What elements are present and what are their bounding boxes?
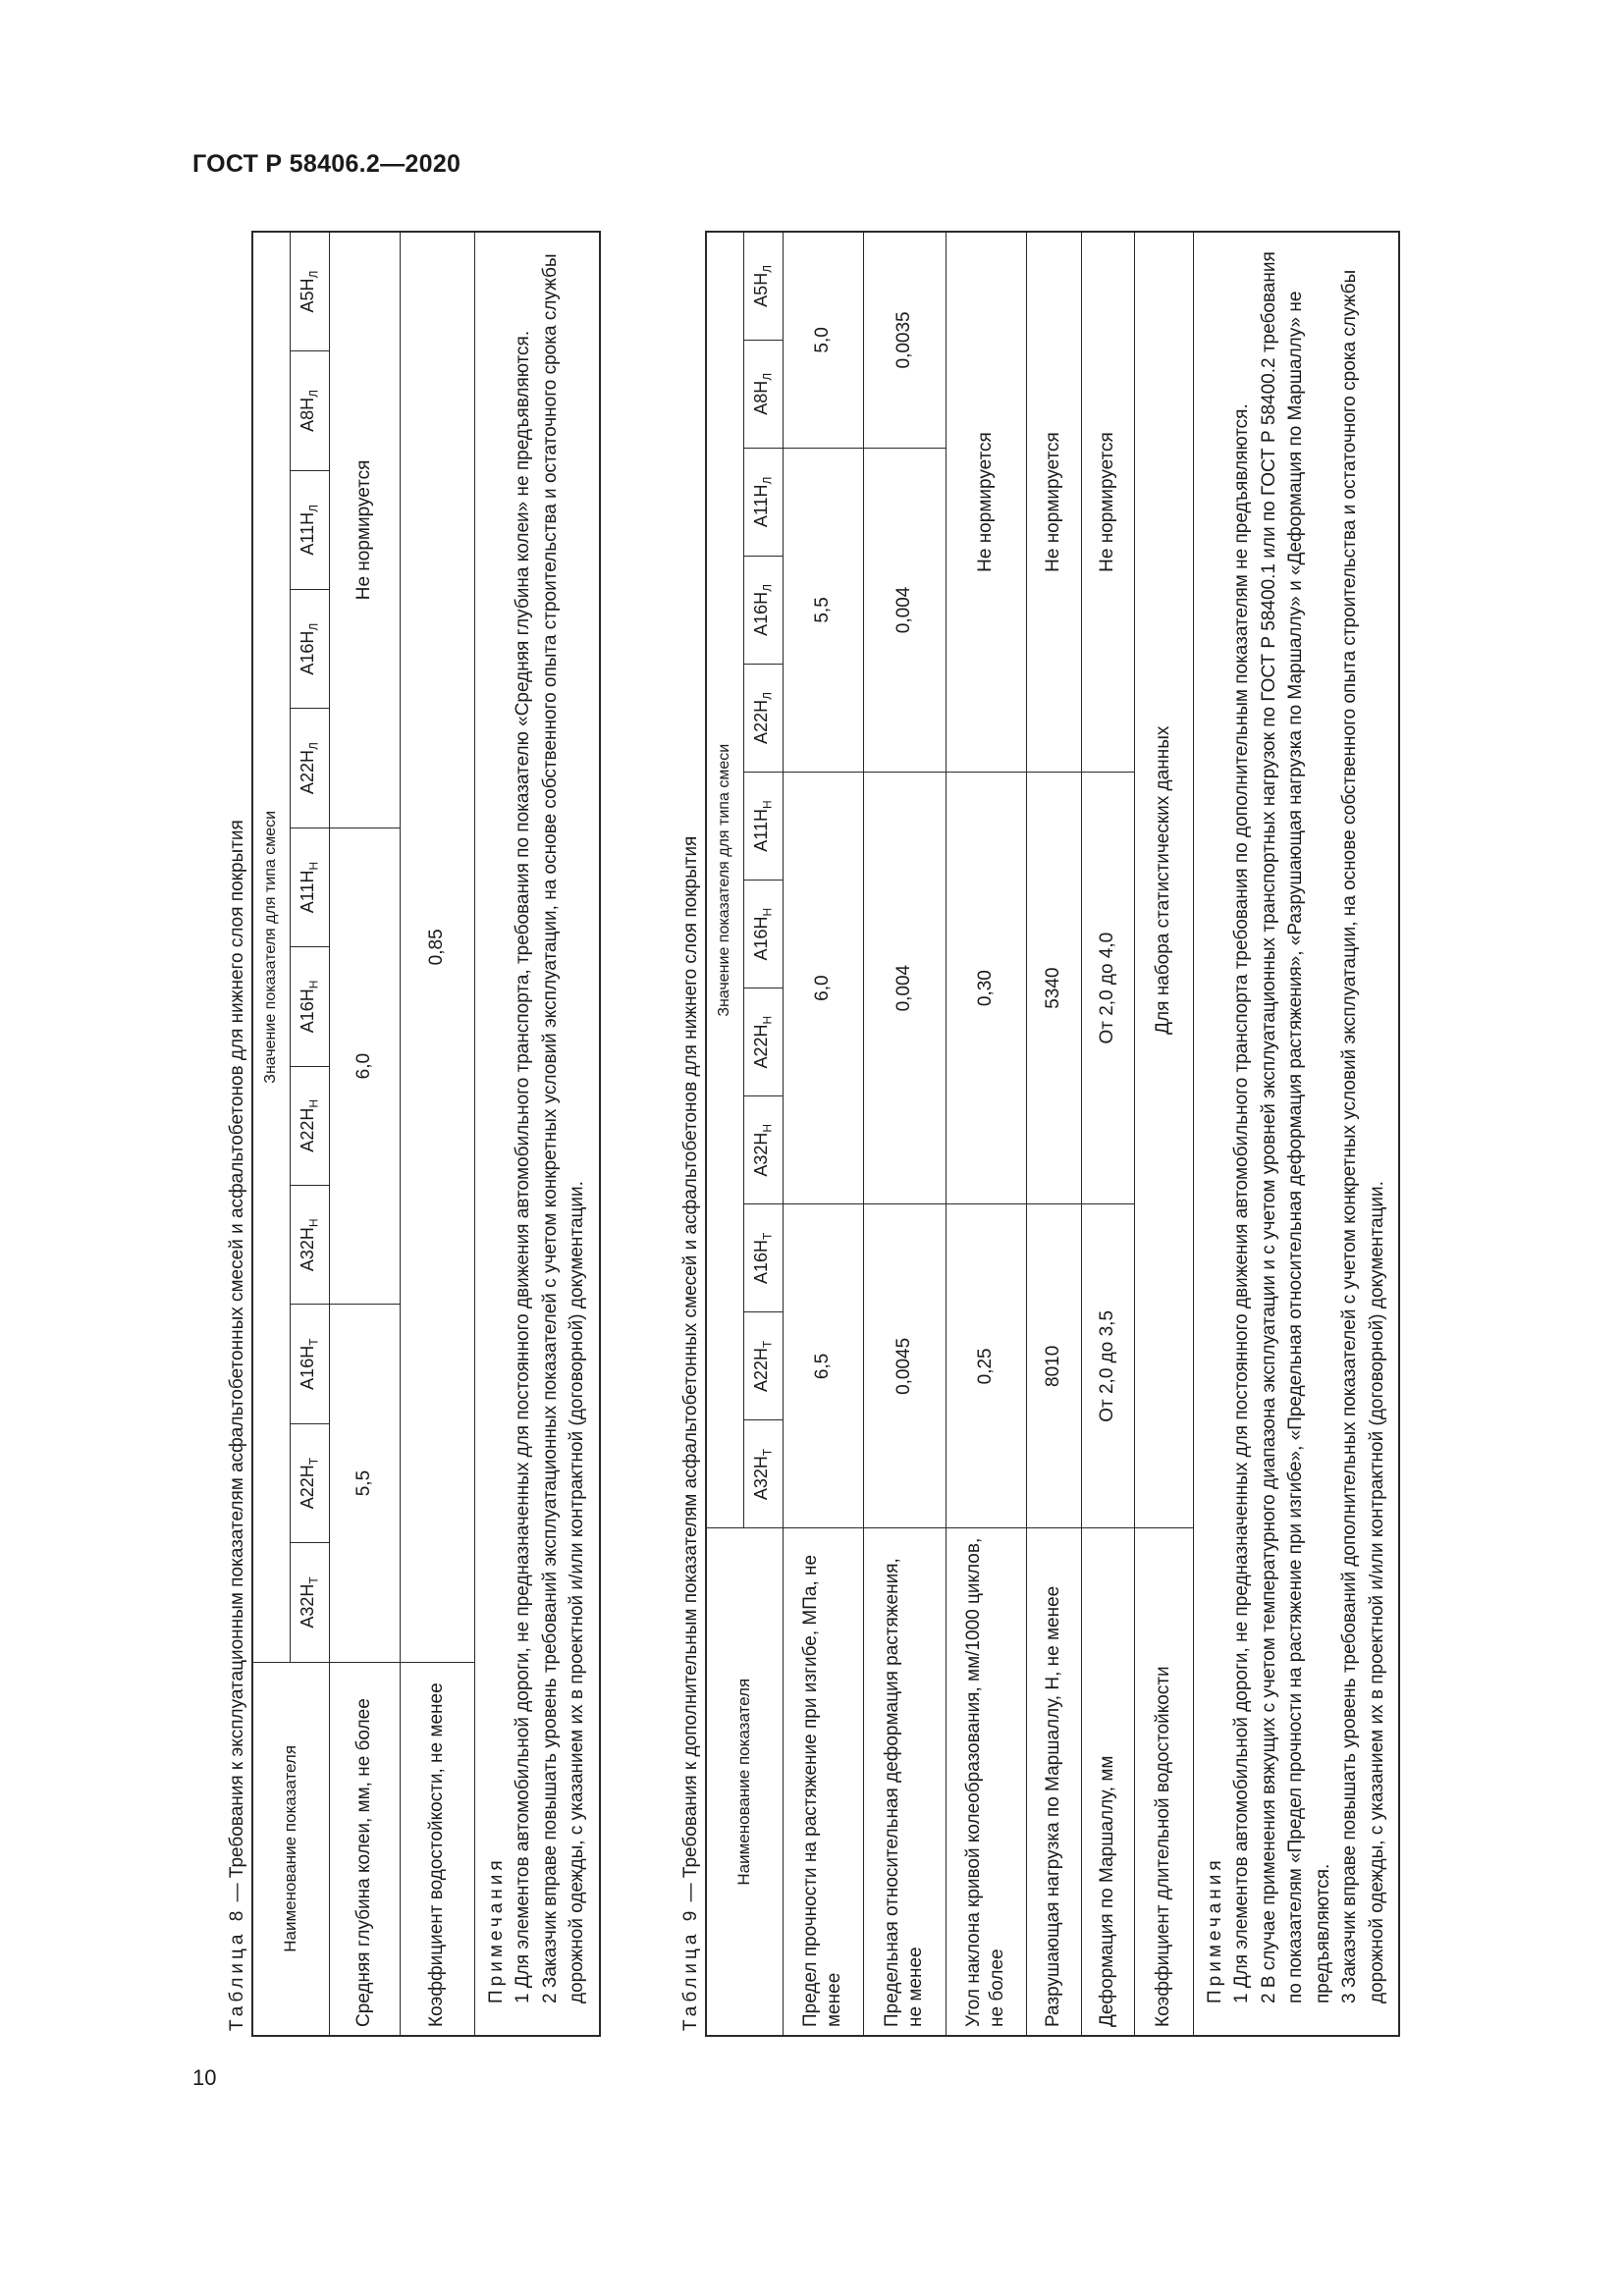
table-9-code: $А22Н_Н$ [743,988,783,1096]
table-9-cell: Не нормируется [1081,232,1134,773]
table-9-code: $А11Н_Л$ [743,448,783,556]
document-header: ГОСТ Р 58406.2—2020 [192,150,461,178]
table-9-cell: 5340 [1026,773,1081,1204]
table-9-code: $А22Н_Т$ [743,1312,783,1420]
note-item: 1 Для элементов автомобильной дороги, не предназначенных для постоянного движения автомобильного транспорта, требования по показателю «Средняя глубина колеи» не предъявляются. [513,330,534,2003]
notes-title: Примечания [485,1856,507,2003]
table-9-row-name: Коэффициент длительной водостойкости [1134,1528,1193,2036]
table-row [946,232,1026,2036]
table-9-cell: 0,004 [863,448,946,772]
table-8-cell: 0,85 [400,232,474,1662]
table-8-cell: 5,5 [329,1305,400,1662]
table-9-code: $А5Н_Л$ [743,232,783,340]
table-9-code: $А8Н_Л$ [743,340,783,448]
table-9 [705,231,1400,2037]
table-9-cell: Не нормируется [946,232,1026,773]
table-8-block [224,231,636,2037]
table-row [1026,232,1081,2036]
table-9-block [677,231,1463,2037]
table-9-row-name: Предел прочности на растяжение при изгибе, МПа, не менее [783,1528,863,2036]
table-9-value-header: Значение показателя для типа смеси [706,232,743,1528]
table-9-cell: 5,0 [783,232,863,448]
table-8-code: $А22Н_Л$ [290,709,329,828]
table-9-cell: Для набора статистических данных [1134,232,1193,1528]
table-8-code: $А22Н_Т$ [290,1423,329,1542]
note-item: 2 Заказчик вправе повышать уровень требований эксплуатационных показателей с учетом конкретных условий эксплуатации, на основе собственного опыта строительства и остаточного срока службы дорожной одежды, с указанием их в проектной и/или контрактной (договорной) документации. [539,253,588,2003]
table-8-code: $А16Н_Т$ [290,1305,329,1423]
table-9-cell: 5,5 [783,448,863,772]
notes-title: Примечания [1204,1856,1225,2003]
table-9-cell: 0,30 [946,773,1026,1204]
note-item: 1 Для элементов автомобильной дороги, не предназначенных для постоянного движения автомобильного транспорта требования по дополнительным показателям не предъявляются. [1231,403,1253,2003]
table-8-caption [224,231,251,2037]
table-9-caption [677,231,705,2037]
table-8-code: $А11Н_Л$ [290,470,329,589]
table-9-row-name: Деформация по Маршаллу, мм [1081,1528,1134,2036]
table-row [1134,232,1193,2036]
table-8-value-header: Значение показателя для типа смеси [252,232,290,1662]
table-8-cell: 6,0 [329,828,400,1305]
table-9-notes [1193,232,1399,2036]
table-row [863,232,946,2036]
table-9-cell: 6,5 [783,1204,863,1528]
table-9-row-name: Разрушающая нагрузка по Маршаллу, Н, не менее [1026,1528,1081,2036]
table-8 [251,231,601,2037]
table-9-caption-prefix: Таблица 9 [680,1906,701,2031]
table-9-name-header: Наименование показателя [706,1528,783,2036]
table-9-cell: От 2,0 до 4,0 [1081,773,1134,1204]
table-9-code: $А22Н_Л$ [743,664,783,772]
table-8-code: $А32Н_Н$ [290,1186,329,1305]
table-row [1081,232,1134,2036]
table-8-caption-text: — Требования к эксплуатационным показателям асфальтобетонных смесей и асфальтобетонов для нижнего слоя покрытия [227,820,247,1907]
table-8-caption-prefix: Таблица 8 [227,1906,247,2031]
table-8-cell: Не нормируется [329,232,400,828]
table-8-code: $А16Н_Н$ [290,947,329,1066]
table-9-code: $А16Н_Н$ [743,881,783,988]
table-9-code: $А11Н_Н$ [743,773,783,881]
table-8-code: $А22Н_Н$ [290,1066,329,1185]
table-9-row-name: Угол наклона кривой колеобразования, мм/1000 циклов, не более [946,1528,1026,2036]
note-item: 2 В случае применения вяжущих с учетом температурного диапазона эксплуатации и с учетом уровней эксплуатационных транспортных нагрузок по ГОСТ Р 58400.1 или по ГОСТ Р 58400.2 требования по показателям «Предел прочности на растяжение при изгибе», «Предельная относительная деформация растяжения», «Разрушающая нагрузка по Маршаллу» и «Деформация по Маршаллу» не предъявляются. [1258,251,1333,2003]
table-9-cell: 0,0045 [863,1204,946,1528]
table-9-cell: 6,0 [783,773,863,1204]
table-8-code: $А8Н_Л$ [290,351,329,470]
table-9-cell: От 2,0 до 3,5 [1081,1204,1134,1528]
table-8-code: $А16Н_Л$ [290,590,329,709]
table-9-cell: 0,004 [863,773,946,1204]
table-9-cell: 8010 [1026,1204,1081,1528]
table-8-code: $А32Н_Т$ [290,1543,329,1662]
table-row [400,232,474,2036]
table-9-code: $А16Н_Т$ [743,1204,783,1312]
table-9-caption-text: — Требования к дополнительным показателям асфальтобетонных смесей и асфальтобетонов для нижнего слоя покрытия [680,835,701,1907]
table-8-code: $А11Н_Н$ [290,828,329,946]
table-8-notes [474,232,600,2036]
table-8-code: $А5Н_Л$ [290,232,329,351]
table-9-cell: Не нормируется [1026,232,1081,773]
table-9-code: $А32Н_Н$ [743,1096,783,1204]
table-9-row-name: Предельная относительная деформация растяжения, не менее [863,1528,946,2036]
note-item: 3 Заказчик вправе повышать уровень требований дополнительных показателей с учетом конкретных условий эксплуатации, на основе собственного опыта строительства и остаточного срока службы дорожной одежды, с указанием их в проектной и/или контрактной (договорной) документации. [1339,269,1387,2003]
table-9-cell: 0,0035 [863,232,946,448]
table-row [329,232,400,2036]
table-row [783,232,863,2036]
table-9-code: $А32Н_Т$ [743,1420,783,1528]
table-8-row-name: Средняя глубина колеи, мм, не более [329,1662,400,2036]
table-9-code: $А16Н_Л$ [743,556,783,664]
page-number: 10 [192,2065,217,2090]
table-8-name-header: Наименование показателя [252,1662,329,2036]
table-8-row-name: Коэффициент водостойкости, не менее [400,1662,474,2036]
table-9-cell: 0,25 [946,1204,1026,1528]
